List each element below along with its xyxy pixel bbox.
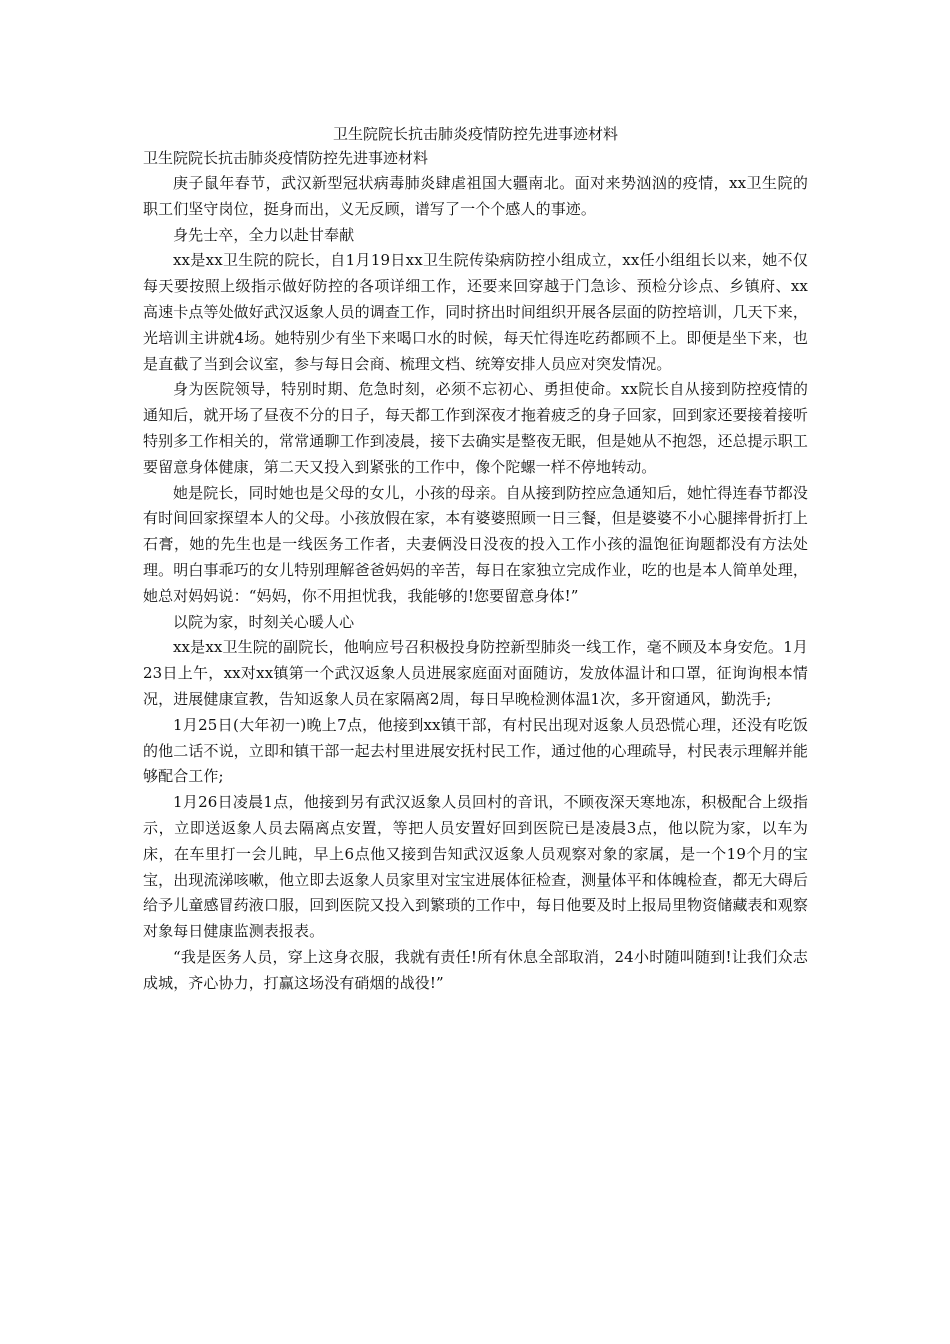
paragraph: 1月26日凌晨1点，他接到另有武汉返象人员回村的音讯，不顾夜深天寒地冻，积极配合上级指示，立即送返象人员去隔离点安置，等把人员安置好回到医院已是凌晨3点，他以院为家，以车为床，在车里打一会儿盹，早上6点他又接到告知武汉返象人员观察对象的家属，是一个19个月的宝宝，出现流涕咳嗽，他立即去返象人员家里对宝宝进展体征检查，测量体平和体魄检查，都无大碍后给予儿童感冒药液口服，回到医院又投入到繁琐的工作中，每日他要及时上报局里物资储藏表和观察对象每日健康监测表报表。 [143, 793, 808, 941]
section-heading-2: 以院为家，时刻关心暖人心 [173, 612, 355, 631]
paragraph: 1月25日(大年初一)晚上7点，他接到xx镇干部，有村民出现对返象人员恐慌心理，还没有吃饭的他二话不说，立即和镇干部一起去村里进展安抚村民工作，通过他的心理疏导，村民表示理解并能够配合工作; [143, 715, 808, 786]
document-subtitle: 卫生院院长抗击肺炎疫情防控先进事迹材料 [143, 149, 429, 167]
section-heading-1: 身先士卒，全力以赴甘奉献 [173, 225, 355, 244]
paragraph: xx是xx卫生院的副院长，他响应号召积极投身防控新型肺炎一线工作，毫不顾及本身安危。1月23日上午，xx对xx镇第一个武汉返象人员进展家庭面对面随访，发放体温计和口罩，征询询根本情况，进展健康宣教，告知返象人员在家隔离2周，每日早晚检测体温1次，多开窗通风，勤洗手; [143, 638, 808, 708]
paragraph: 身为医院领导，特别时期、危急时刻，必须不忘初心、勇担使命。xx院长自从接到防控疫情的通知后，就开场了昼夜不分的日子，每天都工作到深夜才拖着疲乏的身子回家，回到家还要接着接听特别多工作相关的，常常通聊工作到凌晨，接下去确实是整夜无眠，但是她从不抱怨，还总提示职工要留意身体健康，第二天又投入到紧张的工作中，像个陀螺一样不停地转动。 [143, 380, 808, 476]
paragraph-quote: “我是医务人员，穿上这身衣服，我就有责任!所有休息全部取消，24小时随叫随到!让我们众志成城，齐心协力，打赢这场没有硝烟的战役!” [143, 947, 808, 992]
document-title: 卫生院院长抗击肺炎疫情防控先进事迹材料 [332, 125, 618, 143]
document-page [143, 122, 808, 997]
paragraph: 她是院长，同时她也是父母的女儿，小孩的母亲。自从接到防控应急通知后，她忙得连春节都没有时间回家探望本人的父母。小孩放假在家，本有婆婆照顾一日三餐，但是婆婆不小心腿摔骨折打上石膏，她的先生也是一线医务工作者，夫妻俩没日没夜的投入工作小孩的温饱征询题都没有方法处理。明白事乖巧的女儿特别理解爸爸妈妈的辛苦，每日在家独立完成作业，吃的也是本人简单处理，她总对妈妈说：“妈妈，你不用担忧我，我能够的!您要留意身体!” [143, 483, 808, 605]
paragraph-intro: 庚子鼠年春节，武汉新型冠状病毒肺炎肆虐祖国大疆南北。面对来势汹汹的疫情，xx卫生院的职工们坚守岗位，挺身而出，义无反顾，谱写了一个个感人的事迹。 [143, 174, 808, 218]
paragraph: xx是xx卫生院的院长，自1月19日xx卫生院传染病防控小组成立，xx任小组组长以来，她不仅每天要按照上级指示做好防控的各项详细工作，还要来回穿越于门急诊、预检分诊点、乡镇府、xx高速卡点等处做好武汉返象人员的调查工作，同时挤出时间组织开展各层面的防控培训，几天下来，光培训主讲就4场。她特别少有坐下来喝口水的时候，每天忙得连吃药都顾不上。即便是坐下来，也是直截了当到会议室，参与每日会商、梳理文档、统筹安排人员应对突发情况。 [143, 251, 808, 373]
